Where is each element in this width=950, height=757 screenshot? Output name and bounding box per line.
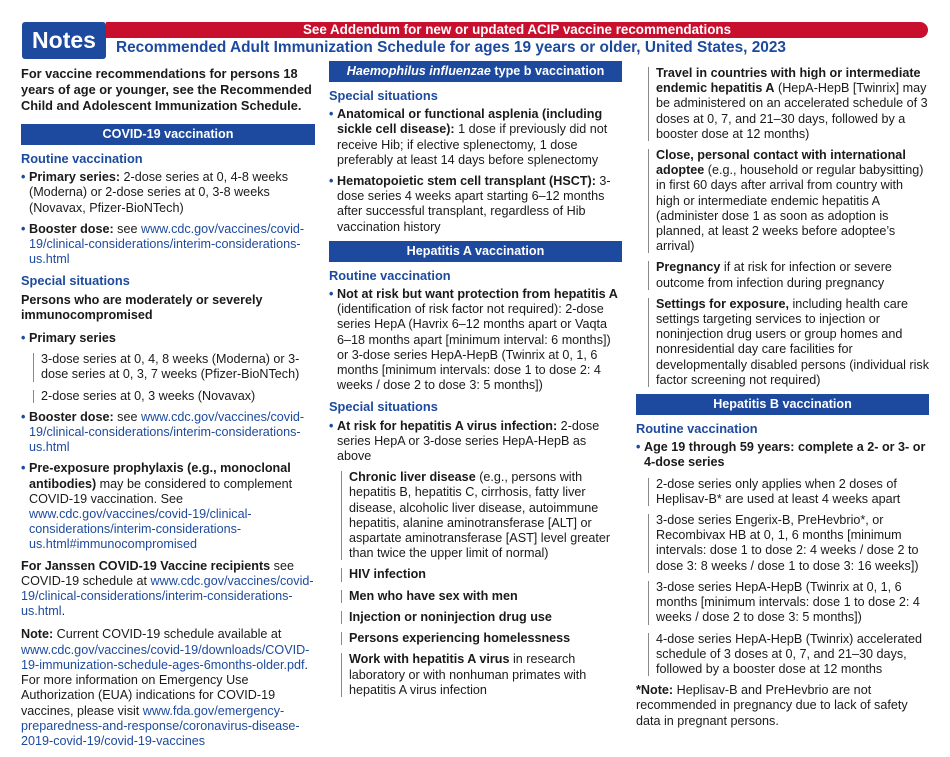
- column-hib-hepa: [329, 66, 622, 704]
- adoptee-dash: Close, personal contact with international adoptee (e.g., household or regular babysitting) in first 60 days after arrival from country with high or intermediate endemic hepatitis A (administer dose 1 as soon as adoption is planned, at least 2 weeks before adoptee’s arrival): [648, 148, 929, 254]
- prep-item: • Pre-exposure prophylaxis (e.g., monoclonal antibodies) may be considered to complement COVID-19 vaccination. See www.cdc.gov/vaccines/covid-19/clinical-considerations/interim-considerations-us.html#immunocompromised: [21, 461, 315, 552]
- hepb-note: *Note: Heplisav-B and PreHevbrio are not recommended in pregnancy due to lack of safety data in pregnant persons.: [636, 683, 908, 728]
- not-at-risk-item: • Not at risk but want protection from hepatitis A (identification of risk factor not required): 2-dose series HepA (Havrix 6–12 months apart or Vaqta 6–18 months apart [minimum interval: 6 months]) or 3-dose series HepA-HepB (Twinrix at 0, 1, 6 months [minimum intervals: dose 1 to dose 2: 4 weeks / dose 2 to dose 3: 5 months]): [329, 287, 622, 393]
- covid-note-paragraph: Note: Current COVID-19 schedule available at www.cdc.gov/vaccines/covid-19/downloads/COVID-19-immunization-schedule-ages-6months-older.pdf. For more information on Emergency Use Authorization (EUA) indications for COVID-19 vaccines, please visit www.fda.gov/emergency-preparedness-and-response/coronavirus-disease-2019-covid-19/covid-19-vaccines: [21, 627, 310, 748]
- hsct-item: • Hematopoietic stem cell transplant (HSCT): 3-dose series 4 weeks apart starting 6–12 months after successful transplant, regardless of Hib vaccination history: [329, 174, 622, 235]
- hepb-dash-2: 3-dose series Engerix-B, PreHevbrio*, or Recombivax HB at 0, 1, 6 months [minimum intervals: dose 1 to dose 2: 4 weeks / dose 2 to dose 3: 8 weeks / dose 1 to dose 3: 16 weeks]): [648, 513, 929, 574]
- fda-eua-link[interactable]: www.fda.gov/emergency-preparedness-and-response/coronavirus-disease-2019-covid-19/covid-19-vaccines: [21, 703, 300, 748]
- notes-tab: Notes: [22, 22, 106, 59]
- age-series-item: • Age 19 through 59 years: complete a 2- or 3- or 4-dose series: [636, 440, 929, 470]
- liver-disease-dash: Chronic liver disease (e.g., persons with hepatitis B, hepatitis C, cirrhosis, fatty liver disease, alcoholic liver disease, autoimmune hepatitis, alanine aminotransferase [ALT] or aspartate aminotransferase [AST] level greater than twice the upper limit of normal): [341, 470, 622, 561]
- covid-booster-link[interactable]: www.cdc.gov/vaccines/covid-19/clinical-considerations/interim-considerations-us.html: [29, 221, 305, 267]
- hepb-dash-4: 4-dose series HepA-HepB (Twinrix) accelerated schedule of 3 doses at 0, 7, and 21–30 days, followed by a booster dose at 12 months: [648, 632, 929, 678]
- lab-work-dash: Work with hepatitis A virus in research laboratory or with nonhuman primates with hepatitis A virus infection: [341, 652, 622, 698]
- column-covid: [21, 66, 315, 757]
- drug-use-dash: Injection or noninjection drug use: [341, 610, 622, 625]
- janssen-paragraph: For Janssen COVID-19 Vaccine recipients see COVID-19 schedule at www.cdc.gov/vaccines/covid-19/clinical-considerations/interim-considerations-us.html.: [21, 558, 314, 619]
- exposure-settings-dash: Settings for exposure, including health care settings targeting services to injection or noninjection drug users or group homes and nonresidential day care facilities for developmentally disabled persons (individual risk factor screening not required): [648, 297, 929, 388]
- primary-series-item: • Primary series: [21, 331, 315, 346]
- column-hepa-hepb: [636, 66, 929, 737]
- janssen-link[interactable]: www.cdc.gov/vaccines/covid-19/clinical-considerations/interim-considerations-us.html: [21, 573, 314, 619]
- hib-section-header: Haemophilus influenzae type b vaccination: [329, 61, 622, 82]
- covid-routine-heading: Routine vaccination: [21, 151, 143, 166]
- prep-link[interactable]: www.cdc.gov/vaccines/covid-19/clinical-considerations/interim-considerations-us.html#immunocompromised: [29, 507, 252, 552]
- msm-dash: Men who have sex with men: [341, 589, 622, 604]
- hepa-routine-heading: Routine vaccination: [329, 267, 451, 283]
- pregnancy-dash: Pregnancy if at risk for infection or severe outcome from infection during pregnancy: [648, 260, 929, 290]
- travel-dash: Travel in countries with high or intermediate endemic hepatitis A (HepA-HepB [Twinrix] may be administered on an accelerated schedule of 3 doses at 0, 7, and 21–30 days, followed by a booster dose at 12 months): [648, 66, 929, 142]
- asplenia-item: • Anatomical or functional asplenia (including sickle cell disease): 1 dose if previously did not receive Hib; if elective splenectomy, 1 dose preferably at least 14 days before splenectomy: [329, 107, 622, 168]
- immuno-booster-item: • Booster dose: see www.cdc.gov/vaccines/covid-19/clinical-considerations/interim-considerations-us.html: [21, 410, 315, 456]
- hiv-dash: HIV infection: [341, 567, 622, 582]
- primary-series-dash-2: 2-dose series at 0, 3 weeks (Novavax): [33, 389, 315, 404]
- immunocompromised-heading: Persons who are moderately or severely immunocompromised: [21, 292, 263, 322]
- hepb-routine-heading: Routine vaccination: [636, 421, 758, 437]
- hib-special-heading: Special situations: [329, 88, 438, 103]
- hepb-dash-3: 3-dose series HepA-HepB (Twinrix at 0, 1, 6 months [minimum intervals: dose 1 to dose 2: 4 weeks / dose 2 to dose 3: 5 months]): [648, 580, 929, 626]
- intro-text: For vaccine recommendations for persons 18 years of age or younger, see the Recommended Child and Adolescent Immunization Schedule.: [21, 66, 312, 113]
- hepb-section-header: Hepatitis B vaccination: [636, 394, 929, 415]
- at-risk-item: • At risk for hepatitis A virus infection: 2-dose series HepA or 3-dose series HepA-HepB as above: [329, 419, 622, 465]
- hepb-dash-1: 2-dose series only applies when 2 doses of Heplisav-B* are used at least 4 weeks apart: [648, 477, 929, 507]
- document-title: Recommended Adult Immunization Schedule for ages 19 years or older, United States, 2023: [116, 39, 786, 56]
- covid-schedule-link[interactable]: www.cdc.gov/vaccines/covid-19/downloads/COVID-19-immunization-schedule-ages-6months-older.pdf: [21, 642, 310, 672]
- covid-section-header: COVID-19 vaccination: [21, 124, 315, 145]
- covid-booster-item: • Booster dose: see www.cdc.gov/vaccines/covid-19/clinical-considerations/interim-considerations-us.html: [21, 222, 315, 268]
- hepa-special-heading: Special situations: [329, 399, 438, 415]
- homelessness-dash: Persons experiencing homelessness: [341, 631, 622, 646]
- covid-primary-item: • Primary series: 2-dose series at 0, 4-8 weeks (Moderna) or 2-dose series at 0, 3-8 weeks (Novavax, Pfizer-BioNTech): [21, 170, 315, 216]
- primary-series-dash-1: 3-dose series at 0, 4, 8 weeks (Moderna) or 3-dose series at 0, 3, 7 weeks (Pfizer-BioNTech): [33, 352, 315, 382]
- covid-special-heading: Special situations: [21, 273, 130, 289]
- hepa-section-header: Hepatitis A vaccination: [329, 241, 622, 262]
- immuno-booster-link[interactable]: www.cdc.gov/vaccines/covid-19/clinical-considerations/interim-considerations-us.html: [29, 409, 305, 455]
- addendum-banner: See Addendum for new or updated ACIP vaccine recommendations: [106, 22, 928, 38]
